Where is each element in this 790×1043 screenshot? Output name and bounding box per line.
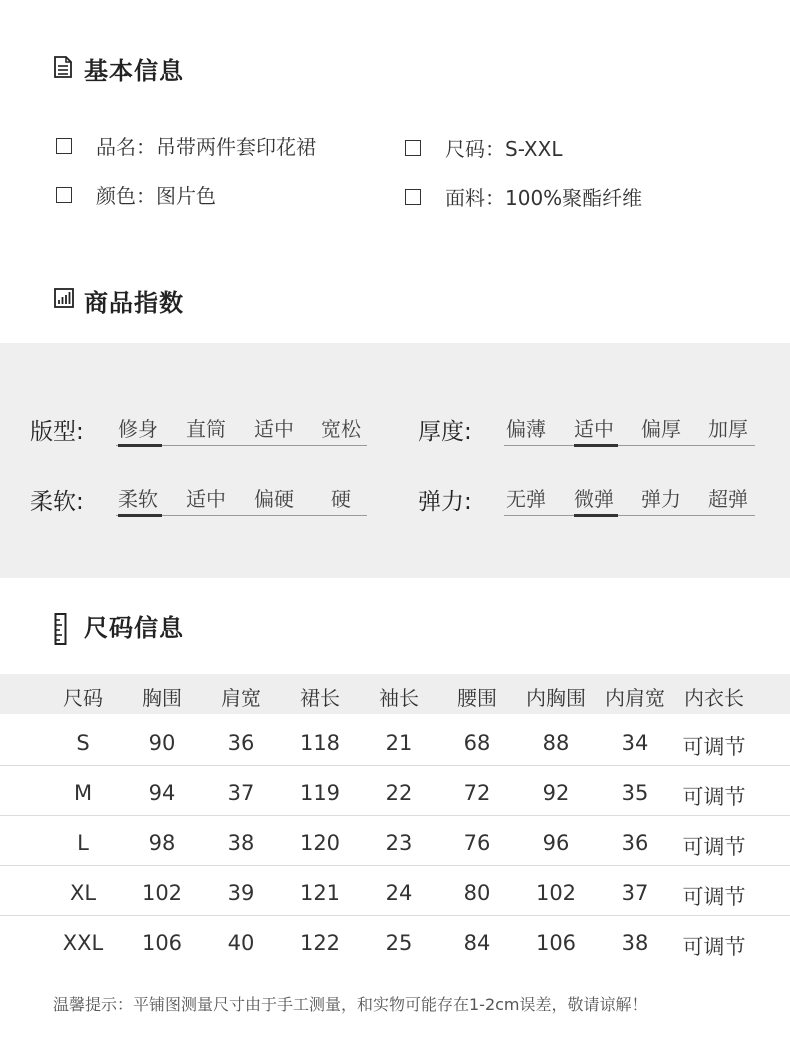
table-cell: 102	[141, 881, 183, 905]
table-cell: 72	[463, 781, 491, 805]
index-scale-line	[504, 515, 755, 516]
info-item-label: 面料：100%聚酯纤维	[445, 186, 643, 210]
index-option: 柔软	[118, 487, 158, 511]
table-header-cell: 裙长	[300, 686, 340, 710]
info-item-label: 尺码：S-XXL	[445, 137, 563, 161]
checkbox-icon	[56, 138, 72, 154]
table-header-cell: 袖长	[379, 686, 419, 710]
table-cell: 37	[227, 781, 255, 805]
info-item-fabric	[405, 182, 642, 211]
info-item-label: 颜色：图片色	[96, 184, 216, 208]
table-cell: 可调节	[682, 935, 746, 959]
table-header-cell: 内胸围	[526, 686, 586, 710]
table-cell: 90	[148, 731, 176, 755]
basic-info-title: 基本信息	[84, 56, 184, 85]
table-cell: 34	[621, 731, 649, 755]
index-option: 弹力	[641, 487, 681, 511]
table-cell: 25	[385, 931, 413, 955]
table-cell: S	[76, 731, 90, 755]
document-icon	[54, 56, 76, 80]
index-option: 偏厚	[641, 417, 681, 441]
table-cell: 37	[621, 881, 649, 905]
index-scale-line	[504, 445, 755, 446]
table-cell: 35	[621, 781, 649, 805]
info-item-label: 品名：吊带两件套印花裙	[96, 135, 316, 159]
row-divider	[0, 815, 790, 816]
product-index-heading	[54, 285, 184, 315]
index-selected-marker	[118, 514, 162, 517]
info-item-name	[56, 131, 316, 160]
table-cell: 76	[463, 831, 491, 855]
table-header-cell: 内衣长	[684, 686, 744, 710]
size-note: 温馨提示：平铺图测量尺寸由于手工测量，和实物可能存在1-2cm误差，敬请谅解！	[53, 995, 648, 1014]
table-cell: 98	[148, 831, 176, 855]
table-header-cell: 肩宽	[221, 686, 261, 710]
table-cell: 可调节	[682, 835, 746, 859]
table-cell: 36	[227, 731, 255, 755]
table-cell: 24	[385, 881, 413, 905]
table-cell: L	[77, 831, 89, 855]
table-cell: 38	[227, 831, 255, 855]
index-option: 硬	[331, 487, 351, 511]
info-item-size	[405, 133, 562, 162]
table-cell: 118	[299, 731, 341, 755]
row-divider	[0, 765, 790, 766]
index-selected-marker	[574, 514, 618, 517]
index-option: 偏薄	[506, 417, 546, 441]
product-index-panel	[0, 343, 790, 578]
index-label-thickness: 厚度:	[418, 419, 472, 445]
index-option: 偏硬	[254, 487, 294, 511]
table-cell: 39	[227, 881, 255, 905]
table-cell: 36	[621, 831, 649, 855]
index-option: 适中	[254, 417, 294, 441]
index-option: 超弹	[708, 487, 748, 511]
table-cell: XL	[69, 881, 97, 905]
ruler-icon	[54, 613, 76, 637]
index-option: 宽松	[321, 417, 361, 441]
table-cell: 可调节	[682, 735, 746, 759]
table-cell: 120	[299, 831, 341, 855]
index-label-softness: 柔软:	[30, 489, 84, 515]
product-index-title: 商品指数	[84, 288, 184, 317]
row-divider	[0, 915, 790, 916]
table-cell: 119	[299, 781, 341, 805]
table-cell: 92	[542, 781, 570, 805]
table-cell: 38	[621, 931, 649, 955]
checkbox-icon	[405, 140, 421, 156]
checkbox-icon	[56, 187, 72, 203]
index-option: 无弹	[506, 487, 546, 511]
index-option: 适中	[574, 417, 614, 441]
table-cell: 102	[535, 881, 577, 905]
table-cell: 21	[385, 731, 413, 755]
table-cell: 68	[463, 731, 491, 755]
table-header-cell: 胸围	[142, 686, 182, 710]
table-cell: 106	[141, 931, 183, 955]
index-option: 加厚	[708, 417, 748, 441]
table-cell: 121	[299, 881, 341, 905]
table-header-cell: 尺码	[63, 686, 103, 710]
table-cell: 可调节	[682, 785, 746, 809]
table-header-cell: 腰围	[457, 686, 497, 710]
table-cell: 84	[463, 931, 491, 955]
size-info-title: 尺码信息	[84, 613, 184, 642]
index-label-elasticity: 弹力:	[418, 489, 472, 515]
bar-chart-icon	[54, 288, 76, 312]
table-cell: XXL	[62, 931, 104, 955]
index-label-fit: 版型:	[30, 419, 84, 445]
table-cell: 80	[463, 881, 491, 905]
index-option: 修身	[118, 417, 158, 441]
table-cell: 96	[542, 831, 570, 855]
info-item-color	[56, 180, 216, 209]
table-cell: M	[73, 781, 93, 805]
table-cell: 40	[227, 931, 255, 955]
size-info-heading	[54, 610, 184, 640]
index-option: 微弹	[574, 487, 614, 511]
index-option: 适中	[186, 487, 226, 511]
table-cell: 94	[148, 781, 176, 805]
table-cell: 23	[385, 831, 413, 855]
row-divider	[0, 865, 790, 866]
checkbox-icon	[405, 189, 421, 205]
table-cell: 88	[542, 731, 570, 755]
table-cell: 122	[299, 931, 341, 955]
index-selected-marker	[574, 444, 618, 447]
index-option: 直筒	[186, 417, 226, 441]
table-cell: 可调节	[682, 885, 746, 909]
table-cell: 106	[535, 931, 577, 955]
basic-info-heading	[54, 53, 184, 83]
size-table-header	[0, 674, 790, 714]
table-cell: 22	[385, 781, 413, 805]
index-selected-marker	[118, 444, 162, 447]
table-header-cell: 内肩宽	[605, 686, 665, 710]
